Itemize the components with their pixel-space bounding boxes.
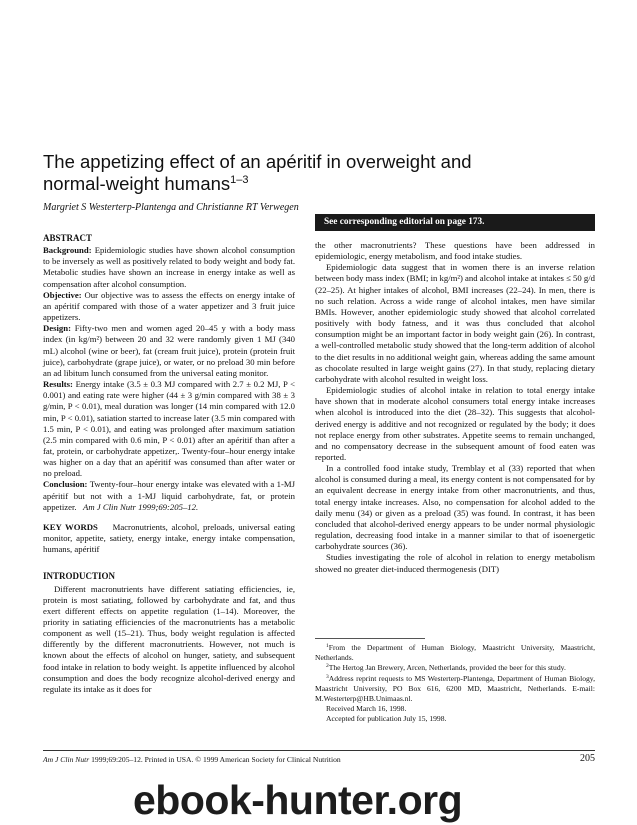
design-label: Design:	[43, 323, 71, 334]
body-paragraph-epidemiologic: Epidemiologic data suggest that in women there is an inverse relation between body mass index (BMI; in kg/m²) and alcohol intake at intakes ≤ 50 g/d (22–25). At higher intakes of alcohol, BMI increases (22–24). In men, there is no such relation. Across a wide range of alcohol intakes, men have similar BMIs. However, another epidemiologic study showed that alcohol correlated positively with body fatness, and it was thus concluded that alcohol consumption might be an important factor in body weight gain (26). In contrast, a well-controlled metabolic study showed that the long-term addition of alcohol to the diet results in no additional weight gain, whereas adding the same amount as chocolate resulted in large weight gains (27). In that study, replacing dietary carbohydrate with alcohol resulted in weight loss.	[315, 262, 596, 384]
results-label: Results:	[43, 379, 73, 390]
results-text: Energy intake (3.5 ± 0.3 MJ compared with 2.7 ± 0.2 MJ, P < 0.001) and eating rate were higher (44 ± 3 g/min compared with 38 ± 3 g/min, P < 0.01), meal duration was longer (14 min compared with 12.0 min, P < 0.01), satiation started to increase later (3.5 min compared with 1.5 min, P < 0.01), and eating was prolonged after maximum satiation (2.5 min compared with 0.6 min, P < 0.01) after an apéritif than after a fat, protein, or carbohydrate appetizer,. Twenty-four–hour energy intake was higher on a day that an apéritif was consumed than after water or no preload.	[43, 379, 296, 479]
design-text: Fifty-two men and women aged 20–45 y with a body mass index (in kg/m²) between 20 and 32 were randomly given 1 MJ (340 mL) alcohol (wine or beer), fat (cream fruit juice), protein (protein fruit juice), carbohydrate (grape juice), or water, or no preload 30 min before an ad libitum lunch consumed from the universal eating monitor.	[43, 323, 295, 378]
page-number: 205	[580, 753, 595, 764]
conclusion-label: Conclusion:	[43, 479, 88, 490]
abstract-objective	[43, 290, 295, 323]
right-column	[315, 240, 595, 575]
editorial-notice: See corresponding editorial on page 173.	[315, 214, 595, 231]
footnote-divider	[315, 638, 425, 639]
objective-text: Our objective was to assess the effects on energy intake of an apéritif compared with those of a water appetizer and 3 fruit juice appetizers.	[43, 289, 295, 323]
background-text: Epidemiologic studies have shown alcohol consumption to be inversely as well as positively related to body weight and body fat. Metabolic studies have shown an increase in energy intake as well as compensation after alcohol consumption.	[43, 245, 295, 289]
background-label: Background:	[43, 245, 92, 256]
abstract-conclusion	[43, 479, 295, 512]
footnote-3-mark: 3	[326, 673, 329, 680]
article-title-text: The appetizing effect of an apéritif in overweight and normal-weight humans	[43, 151, 472, 194]
abstract-background	[43, 245, 295, 290]
journal-footer	[43, 755, 341, 764]
conclusion-text: Twenty-four–hour energy intake was elevated with a 1-MJ apéritif but not with a 1-MJ liquid carbohydrate, fat, or protein appetizer.	[43, 479, 295, 512]
footnote-2-mark: 2	[326, 663, 329, 670]
introduction-paragraph: Different macronutrients have different satiating efficiencies, ie, protein is most satiating, followed by carbohydrate and fat, and thus exert different effects on appetite regulation (1–14). Moreover, the priority in satiating efficiencies of the macronutrients has a metabolic component as well (15–21). Thus, body weight regulation is affected differently by the different macronutrients. However, not much is known about the effects of alcohol on hunger, satiety, and subsequent food intake in relation to body weight. Is appetite influenced by alcohol consumption and does the body recognize alcohol-derived energy and regulate its intake as it does for	[43, 583, 295, 694]
body-paragraph-energy-intake: Epidemiologic studies of alcohol intake in relation to total energy intake have shown that in moderate alcohol consumers total energy intake increases when alcohol is introduced into the diet (28–32). This suggests that alcohol-derived energy is additive and not recognized or regulated by the body; it does not replace energy from other substrates. Appetite seems to remain unchanged, and no compensatory decrease in the subsequent amount of food eaten was reported.	[315, 385, 595, 462]
accepted-date: Accepted for publication July 15, 1998.	[326, 714, 447, 724]
body-paragraph-controlled-study: In a controlled food intake study, Tremblay et al (33) reported that when alcohol is consumed during a meal, its energy content is not compensated for by an equivalent decrease in energy intake from other macronutrients, and thus, total energy intake increases. Also, no compensation for alcohol added to the daily menu (34) or given as a preload (35) was found. In contrast, it has been concluded that alcohol-derived energy appears to be under normal physiologic regulation, decreasing food intake in a manner similar to that of isoenergetic carbohydrate sources (36).	[315, 463, 595, 552]
author-list: Margriet S Westerterp-Plantenga and Christianne RT Verwegen	[43, 202, 299, 213]
received-date: Received March 16, 1998.	[326, 704, 407, 714]
keywords-text: Macronutrients, alcohol, preloads, universal eating monitor, appetite, satiety, energy intake, energy intake compensation, humans, apéritif	[43, 521, 296, 555]
body-paragraph-continued: the other macronutrients? These questions have been addressed in epidemiologic, energy metabolism, and food intake studies.	[315, 240, 595, 262]
article-title	[43, 151, 513, 195]
abstract-citation: Am J Clin Nutr 1999;69:205–12.	[83, 501, 199, 512]
abstract-design	[43, 323, 295, 379]
journal-citation: 1999;69:205–12. Printed in USA. © 1999 American Society for Clinical Nutrition	[89, 755, 341, 764]
objective-label: Objective:	[43, 289, 82, 300]
footnote-2	[315, 663, 595, 673]
abstract-heading: ABSTRACT	[43, 233, 93, 243]
keywords	[43, 522, 295, 555]
keywords-label: KEY WORDS	[43, 521, 98, 532]
footnote-2-text: The Hertog Jan Brewery, Arcen, Netherlands, provided the beer for this study.	[328, 663, 566, 673]
watermark: ebook-hunter.org	[133, 777, 463, 823]
footnote-1-text: From the Department of Human Biology, Maastricht University, Maastricht, Netherlands.	[315, 643, 595, 663]
footnote-1-mark: 1	[326, 643, 329, 649]
footnote-3-text: Address reprint requests to MS Westerterp-Plantenga, Department of Human Biology, Maastricht University, PO Box 616, 6200 MD, Maastricht, Netherlands. E-mail: M.Westerterp@HB.Unimaas.nl.	[315, 673, 595, 704]
abstract-results	[43, 379, 295, 479]
title-footnote-marker: 1–3	[230, 174, 249, 186]
footnotes	[315, 643, 595, 725]
left-column	[43, 233, 295, 695]
body-paragraph-metabolism: Studies investigating the role of alcohol in relation to energy metabolism showed no greater diet-induced thermogenesis (DIT)	[315, 552, 595, 574]
footnote-1	[315, 643, 595, 663]
footnote-3	[315, 674, 595, 705]
journal-name: Am J Clin Nutr	[43, 755, 90, 764]
introduction-heading: INTRODUCTION	[43, 571, 116, 582]
footer-divider	[43, 750, 595, 751]
